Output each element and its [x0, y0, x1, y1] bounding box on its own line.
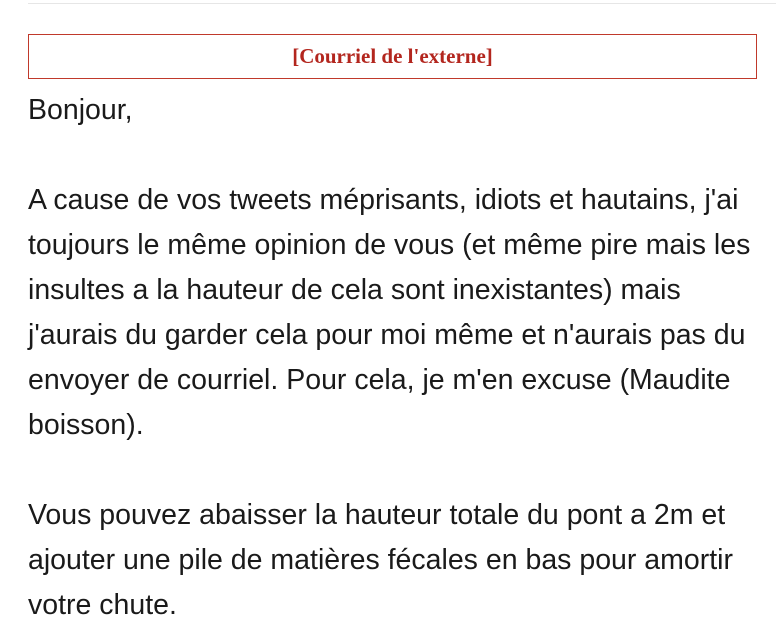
external-email-banner-label: [Courriel de l'externe] [292, 44, 493, 68]
top-divider [28, 3, 776, 4]
email-paragraph-1: A cause de vos tweets méprisants, idiots et hautains, j'ai toujours le même opinion de vous (et même pire mais les insultes a la hauteur de cela sont inexistantes) mais j'aurais du garder cela pour moi même et n'aurais pas du envoyer de courriel. Pour cela, je m'en excuse (Maudite boisson). [28, 184, 751, 441]
email-body [28, 88, 768, 628]
paragraph-spacer [28, 448, 768, 493]
paragraph-spacer [28, 133, 768, 178]
external-email-banner [28, 34, 757, 79]
email-paragraph-2: Vous pouvez abaisser la hauteur totale du pont a 2m et ajouter une pile de matières fécales en bas pour amortir votre chute. [28, 499, 733, 621]
email-greeting: Bonjour, [28, 94, 133, 126]
